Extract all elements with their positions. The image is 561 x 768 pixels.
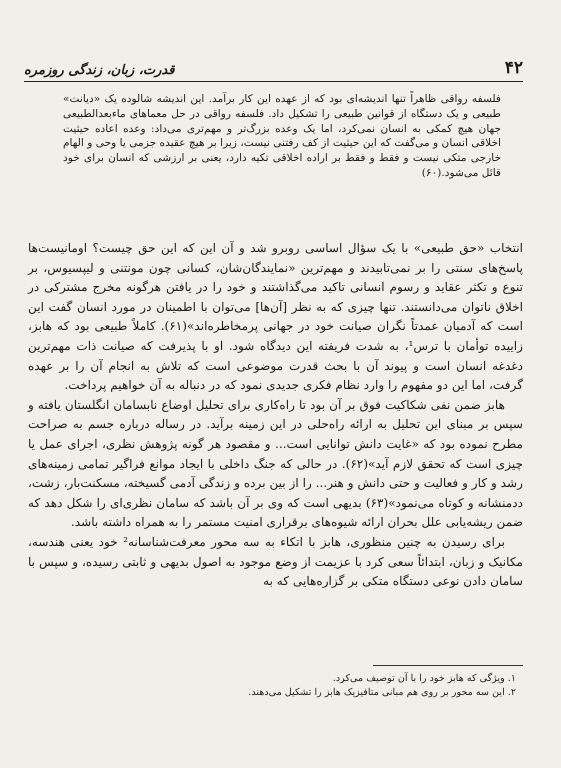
footnote-2: ۲. این سه محور بر روی هم مبانی متافیزیک هابز را تشکیل می‌دهند. — [248, 687, 516, 698]
footnote-1: ۱. ویژگی که هابز خود را با آن توصیف می‌کرد. — [332, 673, 516, 684]
paragraph-2: هابز ضمن نفی شکاکیت فوق بر آن بود تا راه‌کاری برای تحلیل اوضاع نابسامان انگلستان یافته و سپس بر مبنای این تحلیل به ارائه راه‌حلی در این زمینه برآید. در رساله درباره جسم به صراحت مطرح نموده بود که «غایت دانش توانایی است... و مقصود هر گونه پژوهش نظری، اجرای عمل یا چیزی است که تحقق لازم آید»(۶۲). در حالی که جنگ داخلی با ایجاد موانع فراگیر تمامی زمینه‌های رشد و کار و فعالیت و حتی دانش و هنر... را از بین برده و زندگی آدمی گسیخته، مسکنت‌بار، زشت، ددمنشانه و کوتاه می‌نمود»(۶۳) بدیهی است که وی بر آن باشد که سامان نظری‌ای را شکل دهد که ضمن ریشه‌یابی علل بحران ارائه شیوه‌های برقراری امنیت مستمر را به همراه داشته باشد. — [28, 397, 523, 530]
footnotes — [120, 672, 516, 700]
page-number: ۴۲ — [504, 58, 523, 78]
body-text — [28, 239, 523, 592]
paragraph-3: برای رسیدن به چنین منظوری، هابز با اتکاء به سه محور معرفت‌شناسانه² خود یعنی هندسه، مکانیک و زبان، ابتدائاً سعی کرد با عزیمت از وضع موجود به اصول بدیهی و ثابتی رسیده، و سپس با سامان دادن نوعی دستگاه متکی بر گزاره‌هایی که به — [28, 534, 523, 589]
running-title: قدرت، زبان، زندگی روزمره — [24, 63, 175, 78]
paragraph-1: انتخاب «حق طبیعی» با یک سؤال اساسی روبرو شد و آن این که این حق چیست؟ اومانیست‌ها پاسخ‌های سنتی را بر نمی‌تابیدند و مهم‌ترین «نمایندگان‌شان، کسانی چون مونتنی و لیپسیوس، بر تنوع و تکثر عقاید و رسوم انسانی تاکید می‌گذاشتند و خود را در یافتن هرگونه مخرج مشترکی در اخلاق ناتوان می‌دانستند. تنها چیزی که به نظر [آن‌ها] می‌توان با اطمینان در مورد انسان گفت این است که آدمیان عمدتاً نگران صیانت خود در جهانی پرمخاطره‌اند»(۶۱). کاملاً طبیعی بود که هابز، زاییده توأمان با ترس¹، به شدت فریفته این دیدگاه شود. او با پذیرفت که صیانت ذات مهم‌ترین دغدغه انسان است و پیوند آن با بحث قدرت موضوعی است که تلاش به انجام آن را بر عهده گرفت، اما این دو مفهوم را وارد نظام فکری جدیدی نمود که در دنباله به آن خواهیم پرداخت. — [28, 241, 523, 393]
footnote-divider — [373, 665, 523, 666]
page-header — [24, 52, 523, 82]
block-quote: فلسفه رواقی ظاهراً تنها اندیشه‌ای بود که از عهده این کار برآمد. این اندیشه شالوده یک «دیانت» طبیعی و یک دستگاه از قوانین طبیعی را تشکیل داد. فلسفه رواقی در حل معماهای ماءبعدالطبیعی جهان هیچ کمکی به انسان نمی‌کرد، اما یک وعده بزرگ‌تر و مهم‌تری می‌داد: وعده اعاده حیثیت اخلاقی انسان و می‌گفت که این حیثیت از کف رفتنی نیست، زیرا بر هیچ عقیده جزمی یا وحی و الهام خارجی متکی نیست و فقط و فقط بر اراده اخلاقی تکیه دارد، یعنی بر ارزشی که انسان برای خود قائل می‌شود.(۶۰) — [63, 93, 501, 179]
